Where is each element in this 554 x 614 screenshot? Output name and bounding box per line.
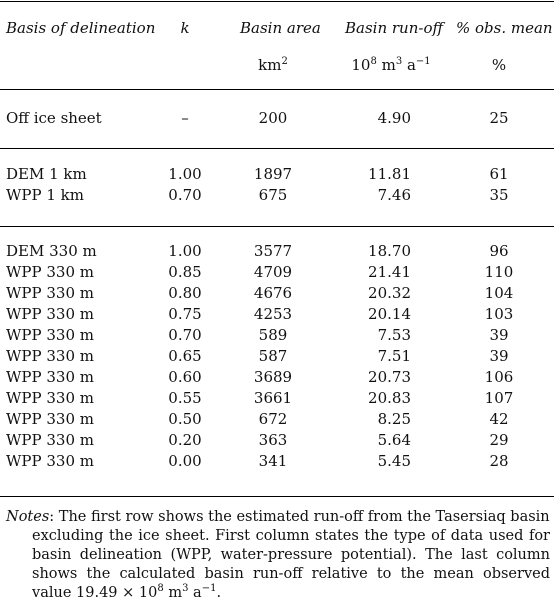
row-runoff: 7.53	[377, 326, 411, 344]
row-basis: WPP 330 m	[6, 389, 94, 407]
row-k: 0.70	[168, 186, 202, 204]
row-area: 587	[258, 347, 288, 365]
unit-runoff: $10^8$ $m^3$ $a^{-1}$	[351, 56, 431, 74]
row-area: 341	[258, 452, 288, 470]
row-area: 4709	[253, 263, 293, 281]
row-basis: WPP 1 km	[6, 186, 84, 204]
row-runoff: 20.14	[368, 305, 411, 323]
row-obs: 39	[489, 347, 509, 365]
row-area: 589	[258, 326, 288, 344]
row-basis: Off ice sheet	[6, 109, 102, 127]
row-runoff: 21.41	[368, 263, 411, 281]
row-basis: WPP 330 m	[6, 452, 94, 470]
row-runoff: 4.90	[377, 109, 411, 127]
row-basis: WPP 330 m	[6, 305, 94, 323]
row-k: 0.00	[168, 452, 202, 470]
header-basis: Basis of delineation	[6, 19, 156, 37]
table-notes: Notes: The first row shows the estimated run-off from the Tasersiaq basin excluding the ice sheet. First column states the type of data used for basin delineation (WPP, water-pressure potential). The last column shows the calculated basin run-off relative to the mean observed value $19.49 \times 10^8$ $m^3$ $a^{-1}$.	[6, 509, 550, 601]
row-runoff: 18.70	[368, 242, 411, 260]
unit-area: $km^2$	[258, 56, 288, 74]
notes-rest: excluding the ice sheet. First column states the type of data used for basin delineation (WPP, water-pressure potential). The last column shows the calculated basin run-off relative to the mean observed value $19.49 \times 10^8$ $m^3$ $a^{-1}$.	[32, 528, 550, 601]
row-obs: 104	[484, 284, 514, 302]
row-area: 3661	[253, 389, 293, 407]
row-obs: 96	[489, 242, 509, 260]
header-runoff: Basin run-off	[345, 19, 444, 37]
row-area: 3689	[253, 368, 293, 386]
row-obs: 28	[489, 452, 509, 470]
row-area: 3577	[253, 242, 293, 260]
row-basis: WPP 330 m	[6, 431, 94, 449]
header-rule	[0, 89, 554, 90]
header-k: k	[180, 19, 190, 37]
row-runoff: 20.83	[368, 389, 411, 407]
row-obs: 35	[489, 186, 509, 204]
header-area: Basin area	[240, 19, 321, 37]
row-basis: WPP 330 m	[6, 410, 94, 428]
group-rule-1	[0, 148, 554, 149]
row-area: 1897	[253, 165, 293, 183]
row-k: 0.20	[168, 431, 202, 449]
notes-lead: Notes	[6, 509, 50, 525]
row-k: 1.00	[168, 165, 202, 183]
group-rule-2	[0, 226, 554, 227]
unit-obs: %	[491, 56, 507, 74]
row-obs: 110	[484, 263, 514, 281]
row-runoff: 20.73	[368, 368, 411, 386]
row-obs: 42	[489, 410, 509, 428]
row-basis: DEM 330 m	[6, 242, 97, 260]
row-runoff: 5.64	[377, 431, 411, 449]
row-basis: WPP 330 m	[6, 326, 94, 344]
row-area: 675	[258, 186, 288, 204]
row-runoff: 5.45	[377, 452, 411, 470]
row-runoff: 20.32	[368, 284, 411, 302]
row-basis: WPP 330 m	[6, 347, 94, 365]
bottom-rule	[0, 496, 554, 497]
row-k: 1.00	[168, 242, 202, 260]
row-area: 363	[258, 431, 288, 449]
row-k: 0.80	[168, 284, 202, 302]
row-k: 0.60	[168, 368, 202, 386]
row-obs: 107	[484, 389, 514, 407]
row-obs: 61	[489, 165, 509, 183]
row-area: 4253	[253, 305, 293, 323]
row-obs: 103	[484, 305, 514, 323]
row-obs: 39	[489, 326, 509, 344]
row-k: 0.75	[168, 305, 202, 323]
row-runoff: 7.51	[377, 347, 411, 365]
row-runoff: 11.81	[368, 165, 411, 183]
row-basis: WPP 330 m	[6, 368, 94, 386]
row-k: 0.70	[168, 326, 202, 344]
row-area: 672	[258, 410, 288, 428]
row-k: 0.85	[168, 263, 202, 281]
row-k: 0.55	[168, 389, 202, 407]
row-k: 0.65	[168, 347, 202, 365]
row-runoff: 7.46	[377, 186, 411, 204]
row-k: –	[181, 109, 189, 127]
row-obs: 29	[489, 431, 509, 449]
notes-line1: The first row shows the estimated run-off from the Tasersiaq basin	[58, 509, 550, 525]
row-area: 200	[258, 109, 288, 127]
row-obs: 106	[484, 368, 514, 386]
top-rule	[0, 1, 554, 2]
row-basis: DEM 1 km	[6, 165, 87, 183]
row-runoff: 8.25	[377, 410, 411, 428]
header-obs: % obs. mean	[456, 19, 553, 37]
row-basis: WPP 330 m	[6, 263, 94, 281]
row-obs: 25	[489, 109, 509, 127]
row-area: 4676	[253, 284, 293, 302]
row-k: 0.50	[168, 410, 202, 428]
row-basis: WPP 330 m	[6, 284, 94, 302]
